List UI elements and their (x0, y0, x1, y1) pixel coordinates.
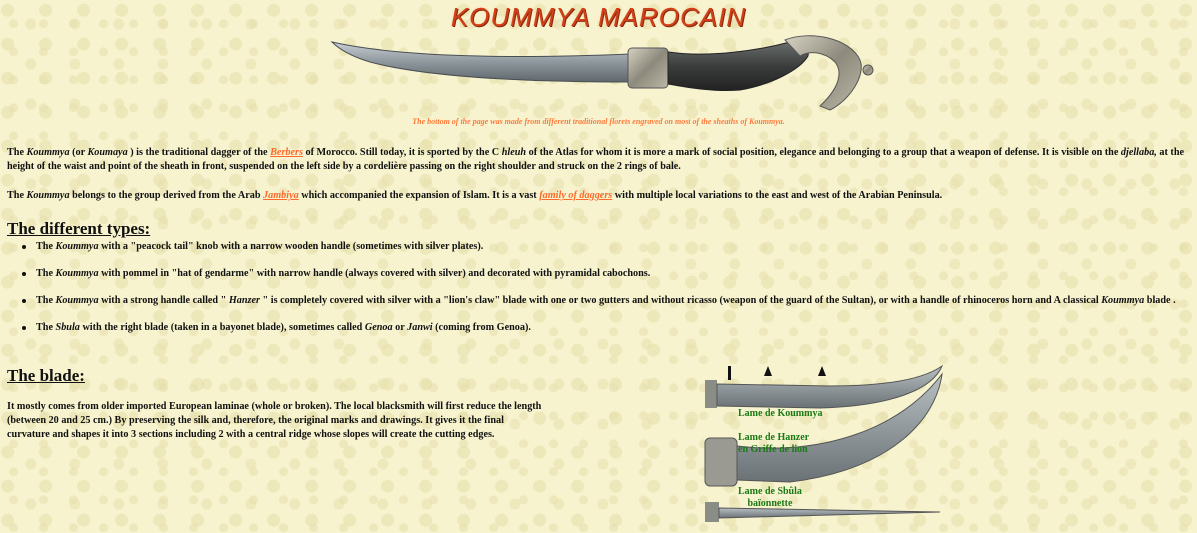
text: at the height of the waist and point of the sheath in front, suspended on the left side by a cordelière passing on the right shoulder and struck on the 2 rings of bale. (7, 147, 1185, 172)
label-line: en Griffe de lion (738, 444, 808, 455)
text: with a strong handle called " (98, 295, 229, 306)
term: Hanzer (228, 295, 260, 306)
hanzer-blade-label (738, 432, 809, 456)
koummya-blade-label: Lame de Koummya (738, 408, 823, 419)
types-heading: The different types: (7, 219, 151, 238)
blade-types-image (700, 360, 950, 528)
types-list (20, 240, 1190, 335)
term: Koumaya (87, 147, 128, 158)
text: (or (69, 147, 88, 158)
jambiya-link[interactable]: Jambiya (263, 190, 299, 201)
label-line: Lame de Sbûla (738, 486, 802, 497)
text: " is completely covered with silver with a "lion's claw" blade with one or two gutters and without ricasso (weapon of the guard of the Sultan), or with a handle of rhinoceros horn and A classical (259, 295, 1102, 306)
blade-paragraph: It mostly comes from older imported European laminae (whole or broken). The local blacksmith will first reduce the length (between 20 and 25 cm.) By preserving the silk and, therefore, the original marks and drawings. It gives it the final curvature and shapes it into 3 sections including 2 with a central ridge whose slopes will create the cutting edges. (7, 401, 542, 440)
text: or (392, 322, 408, 333)
term: Koummya (55, 295, 99, 306)
text: with pommel in "hat of gendarme" with narrow handle (always covered with silver) and decorated with pyramidal cabochons. (98, 268, 651, 279)
blade-heading: The blade: (7, 366, 85, 385)
term: Sbula (55, 322, 80, 333)
term: Koummya (26, 190, 70, 201)
text: of Morocco. Still today, it is sported by the C (302, 147, 502, 158)
text: The (7, 190, 27, 201)
term: Koummya (1101, 295, 1145, 306)
text: The (36, 268, 56, 279)
text: with multiple local variations to the east and west of the Arabian Peninsula. (612, 190, 943, 201)
text: belongs to the group derived from the Arab (69, 190, 264, 201)
term: Koummya (55, 268, 99, 279)
term: Koummya (26, 147, 70, 158)
term: Genoa (364, 322, 393, 333)
text: of the Atlas for whom it is more a mark of social position, elegance and belonging to a group that a weapon of defense. It is visible on the (526, 147, 1121, 158)
list-item (20, 267, 1190, 281)
list-item (20, 294, 1190, 308)
image-caption: The bottom of the page was made from different traditional florets engraved on most of the sheaths of Koummya. (412, 117, 785, 126)
text: which accompanied the expansion of Islam. It is a vast (298, 190, 540, 201)
text: (coming from Genoa). (432, 322, 531, 333)
sbula-blade-label (738, 486, 802, 510)
label-line: Lame de Hanzer (738, 432, 810, 443)
text: with a "peacock tail" knob with a narrow wooden handle (sometimes with silver plates). (98, 241, 484, 252)
page-title: KOUMMYA MAROCAIN (450, 2, 747, 32)
berbers-link[interactable]: Berbers (270, 147, 303, 158)
label-line: baïonnette (747, 498, 793, 509)
term: Koummya (55, 241, 99, 252)
family-of-daggers-link[interactable]: family of daggers (539, 190, 613, 201)
list-item (20, 240, 1190, 254)
term: hleuh (501, 147, 527, 158)
text: blade . (1144, 295, 1176, 306)
list-item (20, 321, 1190, 335)
intro-paragraph-2 (7, 189, 1187, 203)
intro-paragraph-1 (7, 146, 1187, 174)
text: The (36, 322, 56, 333)
text: The (36, 241, 56, 252)
term: Janwi (407, 322, 433, 333)
text: The (36, 295, 56, 306)
koummya-dagger-image (330, 30, 875, 115)
text: ) is the traditional dagger of the (127, 147, 271, 158)
text: with the right blade (taken in a bayonet blade), sometimes called (79, 322, 365, 333)
term: djellaba, (1120, 147, 1157, 158)
text: The (7, 147, 27, 158)
